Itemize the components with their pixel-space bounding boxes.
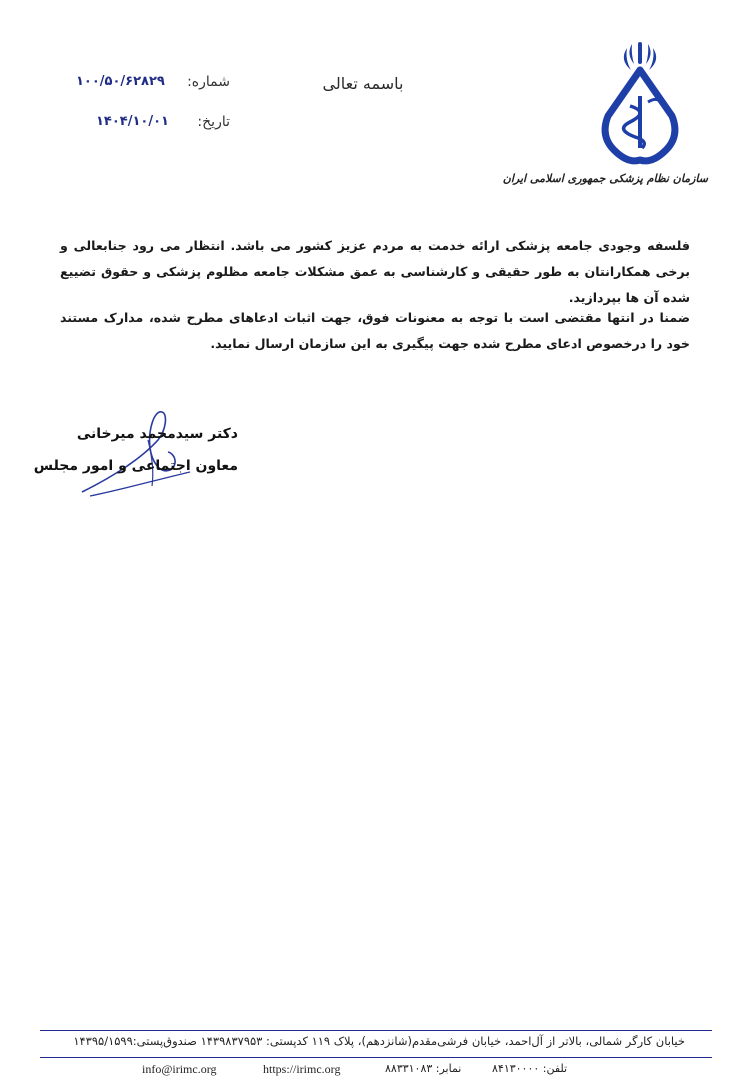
letter-number-row	[76, 74, 230, 94]
letter-paragraph-1: فلسفه وجودی جامعه پزشکی ارائه خدمت به مردم عزیز کشور می باشد. انتظار می رود جنابعالی و برخی همکارانتان به طور حقیقی و کارشناسی به عمق مشکلات جامعه مظلوم پزشکی و حقوق تضییع شده آن ها بپردازید.	[60, 238, 690, 305]
basmala-heading: باسمه تعالی	[322, 74, 404, 93]
footer-divider-top	[40, 1030, 712, 1031]
handwritten-signature	[70, 400, 250, 510]
footer-website-link[interactable]: https://irimc.org	[263, 1062, 341, 1076]
footer-phone: تلفن: ۸۴۱۳۰۰۰۰	[492, 1062, 568, 1075]
organization-name: سازمان نظام پزشکی جمهوری اسلامی ایران	[502, 172, 708, 185]
medical-council-emblem-icon	[594, 36, 686, 166]
letter-date-value: ۱۴۰۴/۱۰/۰۱	[96, 114, 169, 129]
footer-fax: نمابر: ۸۸۳۳۱۰۸۳	[385, 1062, 462, 1075]
letter-number-value: ۱۰۰/۵۰/۶۲۸۲۹	[76, 74, 165, 89]
letter-paragraph-2: ضمنا در انتها مقتضی است با توجه به معنونات فوق، جهت اثبات ادعاهای مطرح شده، مدارک مستند خود را درخصوص ادعای مطرح شده جهت پیگیری به این سازمان ارسال نمایید.	[60, 310, 690, 351]
signature-block	[33, 420, 250, 500]
signatory-name: دکتر سیدمحمد میرخانی	[76, 426, 238, 442]
footer-email-link[interactable]: info@irimc.org	[142, 1062, 217, 1076]
footer-address: خیابان کارگر شمالی، بالاتر از آل‌احمد، خیابان فرشی‌مقدم(شانزدهم)، پلاک ۱۱۹ کدپستی: ۱۴۳۹۸۳۷۹۵۳ صندوق‌پستی:۱۴۳۹۵/۱۵۹۹	[73, 1034, 685, 1048]
letter-number-label: شماره:	[187, 74, 230, 90]
letter-date-row	[96, 114, 230, 134]
signatory-title: معاون اجتماعی و امور مجلس	[33, 458, 238, 474]
footer-divider-bottom	[40, 1057, 712, 1058]
letter-date-label: تاریخ:	[197, 114, 230, 130]
